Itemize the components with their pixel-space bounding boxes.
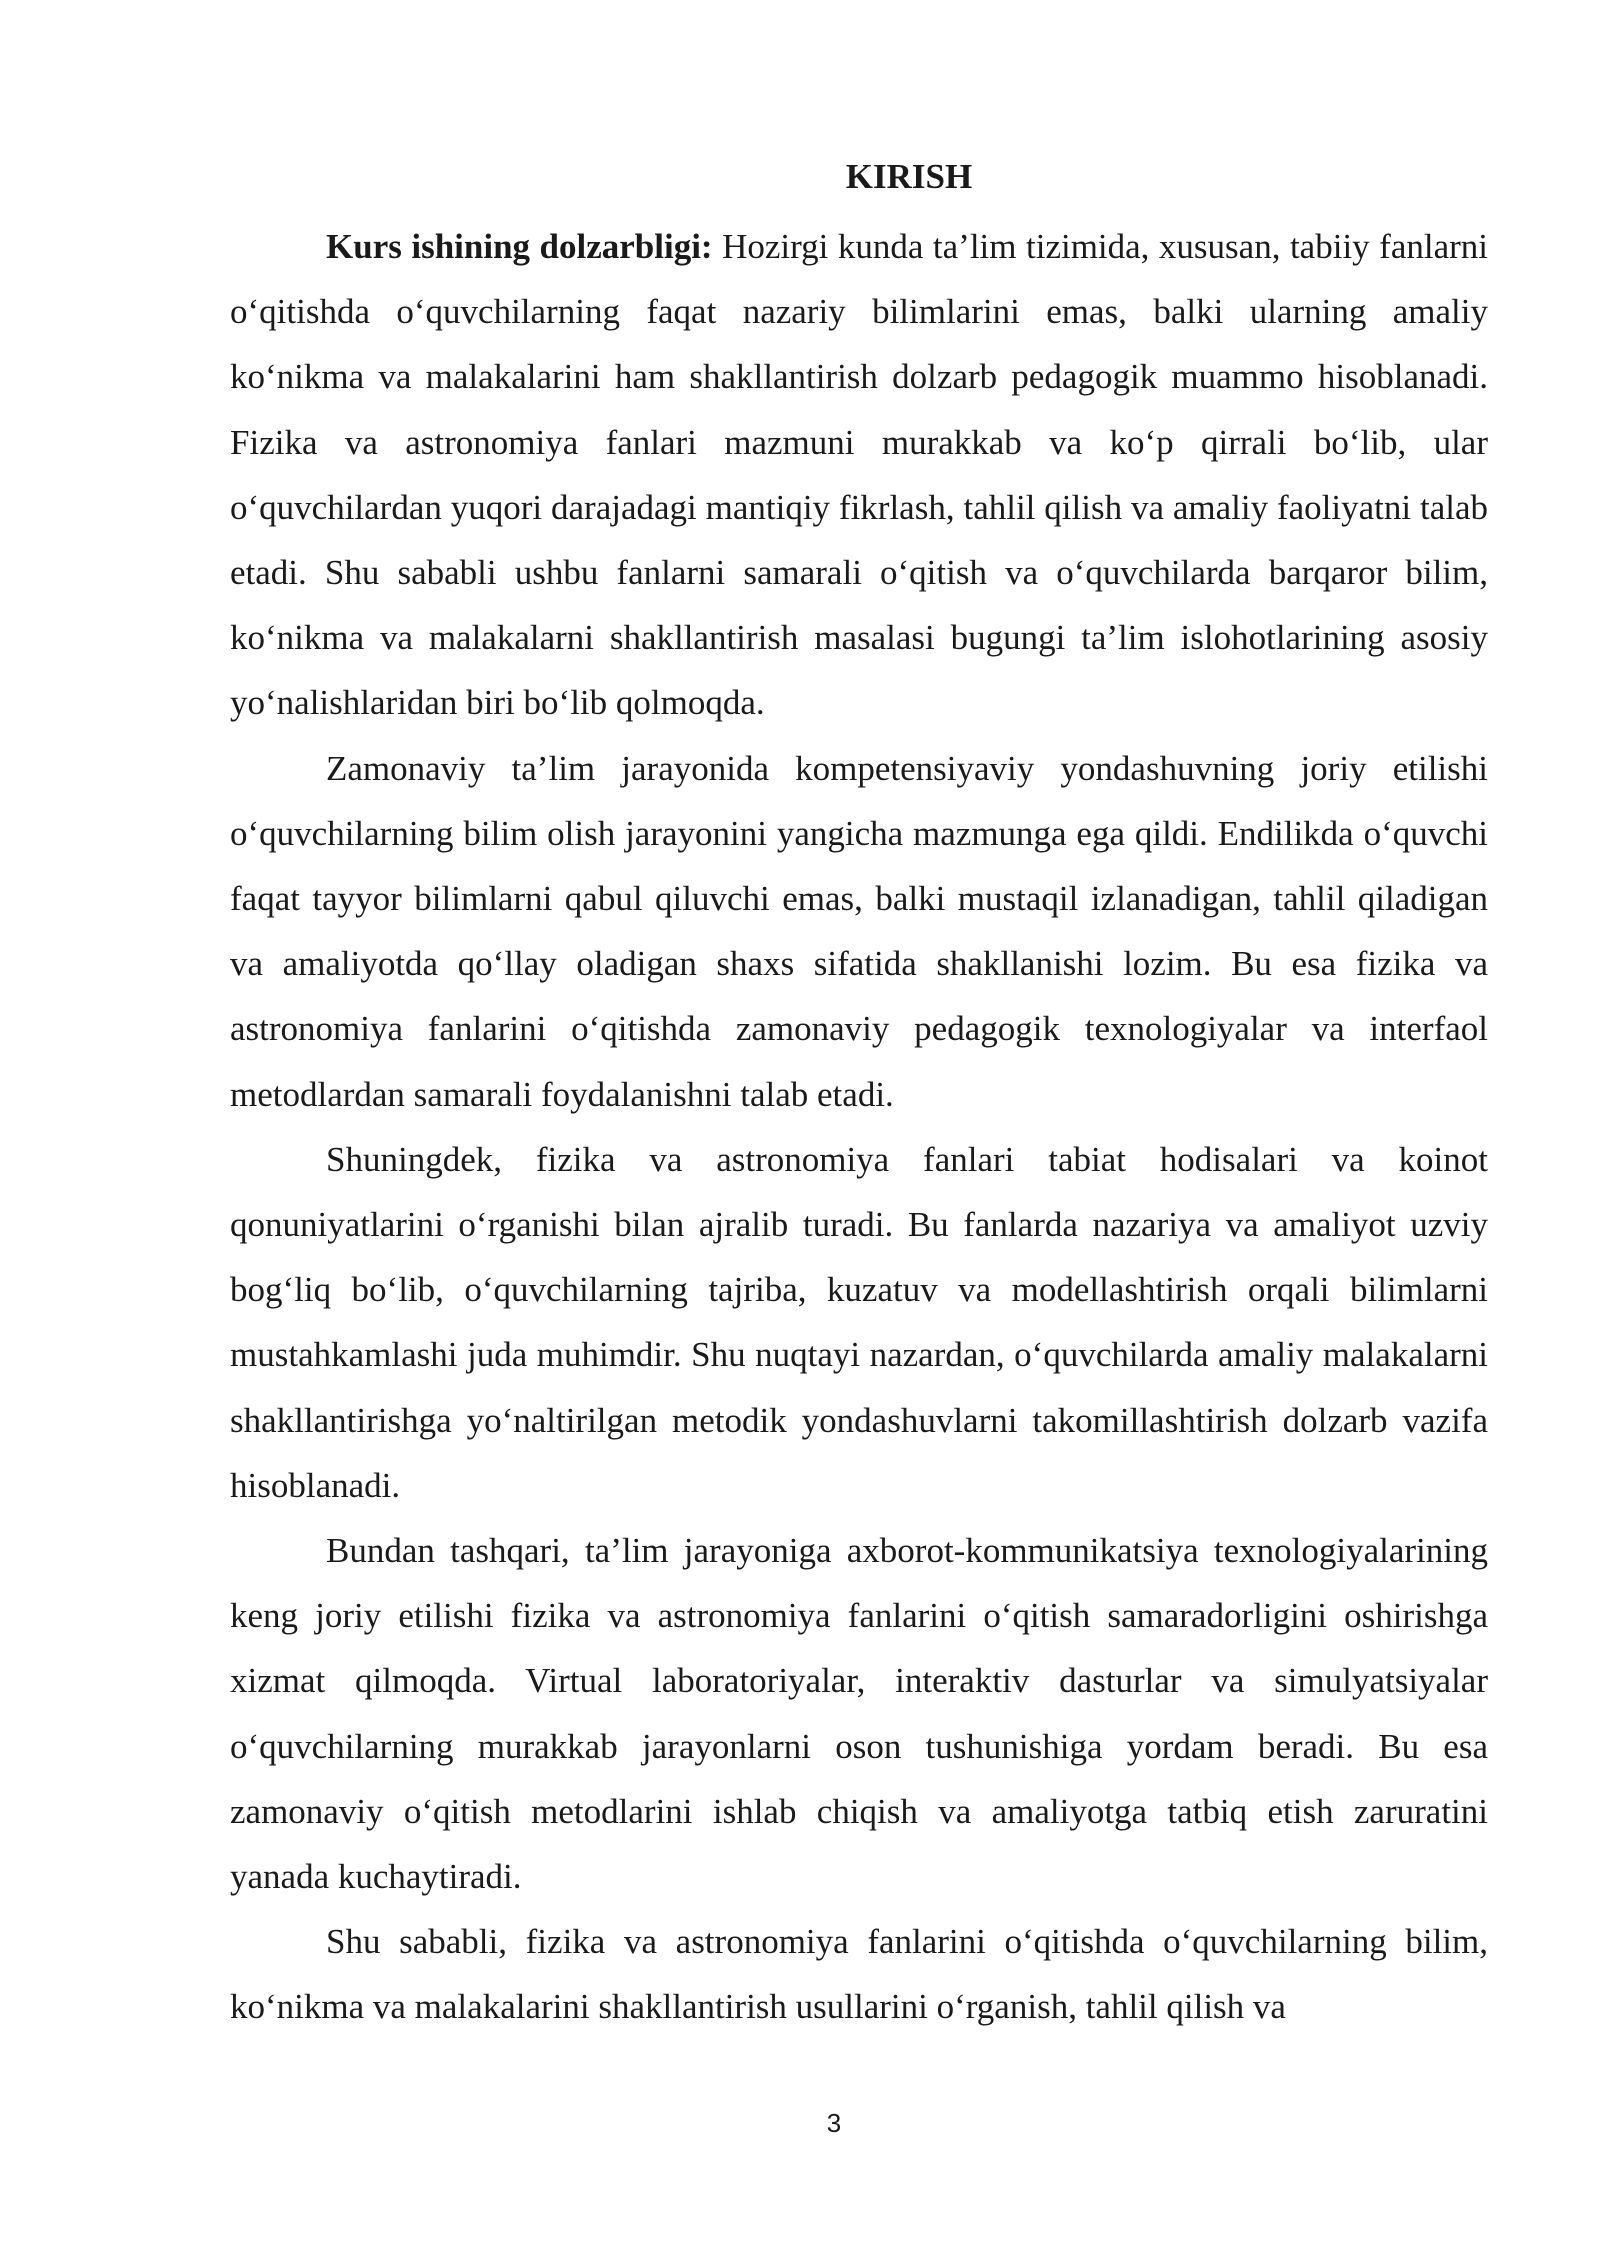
paragraph-ict: Bundan tashqari, ta’lim jarayoniga axborot-kommunikatsiya texnologiyalarining keng joriy etilishi fizika va astronomiya fanlarini o‘qitish samaradorligini oshirishga xizmat qilmoqda. Virtual laboratoriyalar, interaktiv dasturlar va simulyatsiyalar o‘quvchilarning murakkab jarayonlarni oson tushunishiga yordam beradi. Bu esa zamonaviy o‘qitish metodlarini ishlab chiqish va amaliyotga tatbiq etish zaruratini yanada kuchaytiradi.	[230, 1531, 1488, 1897]
paragraph-text: Hozirgi kunda ta’lim tizimida, xususan, tabiiy fanlarni o‘qitishda o‘quvchilarning faqat nazariy bilimlarini emas, balki ularning amaliy ko‘nikma va malakalarini ham shakllantirish dolzarb pedagogik muammo hisoblanadi. Fizika va astronomiya fanlari mazmuni murakkab va ko‘p qirrali bo‘lib, ular o‘quvchilardan yuqori darajadagi mantiqiy fikrlash, tahlil qilish va amaliy faoliyatni talab etadi. Shu sababli ushbu fanlarni samarali o‘qitish va o‘quvchilarda barqaror bilim, ko‘nikma va malakalarni shakllantirish masalasi bugungi ta’lim islohotlarining asosiy yo‘nalishlaridan biri bo‘lib qolmoqda.	[230, 227, 1488, 723]
page-body	[230, 148, 1488, 2040]
paragraph-lead: Kurs ishining dolzarbligi:	[326, 227, 713, 266]
section-title: KIRISH	[845, 157, 973, 196]
paragraph-nature-phenomena: Shuningdek, fizika va astronomiya fanlari tabiat hodisalari va koinot qonuniyatlarini o‘rganishi bilan ajralib turadi. Bu fanlarda nazariya va amaliyot uzviy bog‘liq bo‘lib, o‘quvchilarning tajriba, kuzatuv va modellashtirish orqali bilimlarni mustahkamlashi juda muhimdir. Shu nuqtayi nazardan, o‘quvchilarda amaliy malakalarni shakllantirishga yo‘naltirilgan metodik yondashuvlarni takomillashtirish dolzarb vazifa hisoblanadi.	[230, 1139, 1488, 1505]
paragraph-relevance	[230, 214, 1488, 736]
paragraph-competency: Zamonaviy ta’lim jarayonida kompetensiyaviy yondashuvning joriy etilishi o‘quvchilarning bilim olish jarayonini yangicha mazmunga ega qildi. Endilikda o‘quvchi faqat tayyor bilimlarni qabul qiluvchi emas, balki mustaqil izlanadigan, tahlil qiladigan va amaliyotda qo‘llay oladigan shaxs sifatida shakllanishi lozim. Bu esa fizika va astronomiya fanlarini o‘qitishda zamonaviy pedagogik texnologiyalar va interfaol metodlardan samarali foydalanishni talab etadi.	[230, 748, 1488, 1114]
paragraph-conclusion-start: Shu sababli, fizika va astronomiya fanlarini o‘qitishda o‘quvchilarning bilim, ko‘nikma va malakalarini shakllantirish usullarini o‘rganish, tahlil qilish va	[230, 1922, 1488, 2027]
page-number: 3	[826, 2108, 842, 2138]
